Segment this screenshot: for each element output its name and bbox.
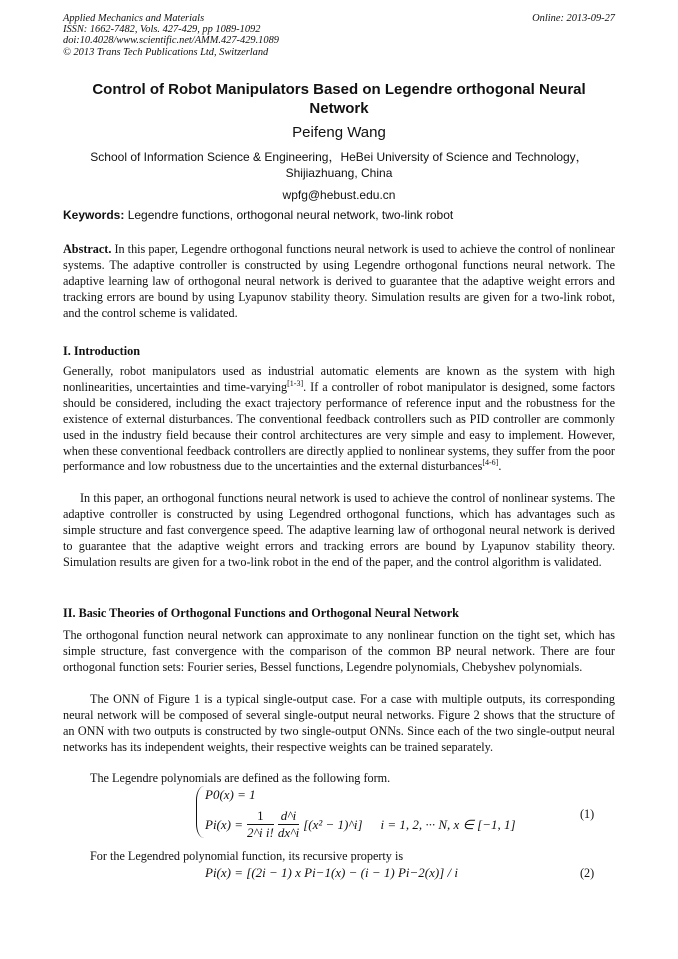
section-2-paragraph-3: The Legendre polynomials are defined as the following form. (90, 771, 391, 785)
author-email[interactable]: wpfg@hebust.edu.cn (282, 188, 396, 202)
equation-1-brace (196, 786, 205, 838)
citation-1-3: [1-3] (287, 378, 304, 388)
section-2-paragraph-4: For the Legendred polynomial function, its recursive property is (90, 849, 404, 863)
equation-2: Pi(x) = [(2i − 1) x Pi−1(x) − (i − 1) Pi−2(x)] / i (205, 865, 458, 880)
equation-1-fraction-num: 1 (247, 808, 274, 825)
copyright-line: © 2013 Trans Tech Publications Ltd, Switzerland (63, 46, 269, 58)
abstract-label: Abstract. (63, 242, 112, 256)
section-2-paragraph-2: The ONN of Figure 1 is a typical single-output case. For a case with multiple outputs, its corresponding neural network will be composed of several single-output neural networks. Figure 2 shows that the structure of an ONN with two outputs is constructed by two single-output ONNs. Since each of the two single-output neural networks has its independent weights, their respective weights can be trained separately. (63, 692, 615, 754)
section-2-paragraph-1: The orthogonal function neural network can approximate to any nonlinear function on the tight set, which has simple structure, fast convergence with the comparison of the common BP neural network. There are four orthogonal function sets: Fourier series, Bessel functions, Legendre polynomials, Chebyshev polynomials. (63, 628, 615, 674)
equation-1-body: [(x² − 1)^i] (303, 816, 363, 832)
equation-1-line-2 (205, 808, 516, 841)
keywords-label: Keywords: (63, 208, 125, 222)
intro-text-b: . If a controller of robot manipulator is designed, some factors should be considered, including the exact trajectory performance of reference input and the robustness for the existence of external disturbances. The conventional feedback controllers such as PID controller are commonly used in the industry field because their control architectures are very simple and easy to implement. However, when these conventional feedback controllers are directly applied to nonlinear systems, they suffer from the poor performance and low robustness due to the uncertainties and the external disturbances (63, 379, 615, 474)
intro-text-a: Generally, robot manipulators used as industrial automatic elements are known as the system with high nonlinearities, uncertainties and time-varying (63, 364, 615, 394)
section-2-heading: II. Basic Theories of Orthogonal Functions and Orthogonal Neural Network (63, 606, 459, 620)
equation-1-lhs: Pi(x) = (205, 816, 244, 832)
keywords-text: Legendre functions, orthogonal neural network, two-link robot (127, 208, 454, 222)
section-1-paragraph-2: In this paper, an orthogonal functions neural network is used to achieve the control of nonlinear systems. The adaptive controller is constructed by using Legendred orthogonal functions, which has advantages such as simple structure and fast convergence speed. The adaptive learning law of orthogonal neural network is derived to guarantee that the adaptive weight errors and tracking errors are bound by Lyapunov stability theory. Simulation results are given for a two-link robot in the end of the paper, and the control algorithm is validated. (63, 491, 615, 569)
journal-header (63, 13, 279, 58)
equation-1-derivative-den: dx^i (277, 825, 300, 840)
journal-name: Applied Mechanics and Materials (63, 13, 205, 24)
abstract (63, 242, 615, 322)
intro-text-c: . (498, 459, 502, 474)
equation-1-condition: i = 1, 2, ··· N, x ∈ [−1, 1] (380, 816, 516, 832)
equation-1-derivative (278, 808, 299, 841)
keywords-line (63, 208, 615, 223)
equation-1-fraction-den: 2^i i! (247, 825, 274, 840)
author-name: Peifeng Wang (292, 124, 386, 141)
section-1-heading: I. Introduction (63, 344, 140, 358)
equation-2-number: (2) (580, 866, 595, 880)
affiliation: School of Information Science & Engineering，HeBei University of Science and Technology，Shijiazhuang, China (90, 150, 588, 180)
doi-line: doi:10.4028/www.scientific.net/AMM.427-429.1089 (63, 35, 279, 47)
issn-line: ISSN: 1662-7482, Vols. 427-429, pp 1089-1092 (63, 24, 261, 36)
equation-1-derivative-num: d^i (278, 808, 299, 825)
online-date: Online: 2013-09-27 (532, 13, 615, 24)
abstract-text: In this paper, Legendre orthogonal functions neural network is used to achieve the control of nonlinear systems. The adaptive controller is constructed by using Legendre orthogonal functions neural network. The adaptive learning law of orthogonal neural network is derived to guarantee that the adaptive weight errors and tracking errors are bound by using Lyapunov stability theory. Simulation results are given for a two-link robot, and the control scheme is validated. (63, 242, 615, 320)
equation-1-fraction (247, 808, 274, 841)
section-1-paragraph-1 (63, 364, 615, 475)
paper-title: Control of Robot Manipulators Based on Legendre orthogonal Neural Network (92, 81, 586, 117)
equation-1-line-1: P0(x) = 1 (205, 787, 256, 802)
equation-1-number: (1) (580, 807, 595, 821)
citation-4-6: [4-6] (482, 458, 499, 468)
